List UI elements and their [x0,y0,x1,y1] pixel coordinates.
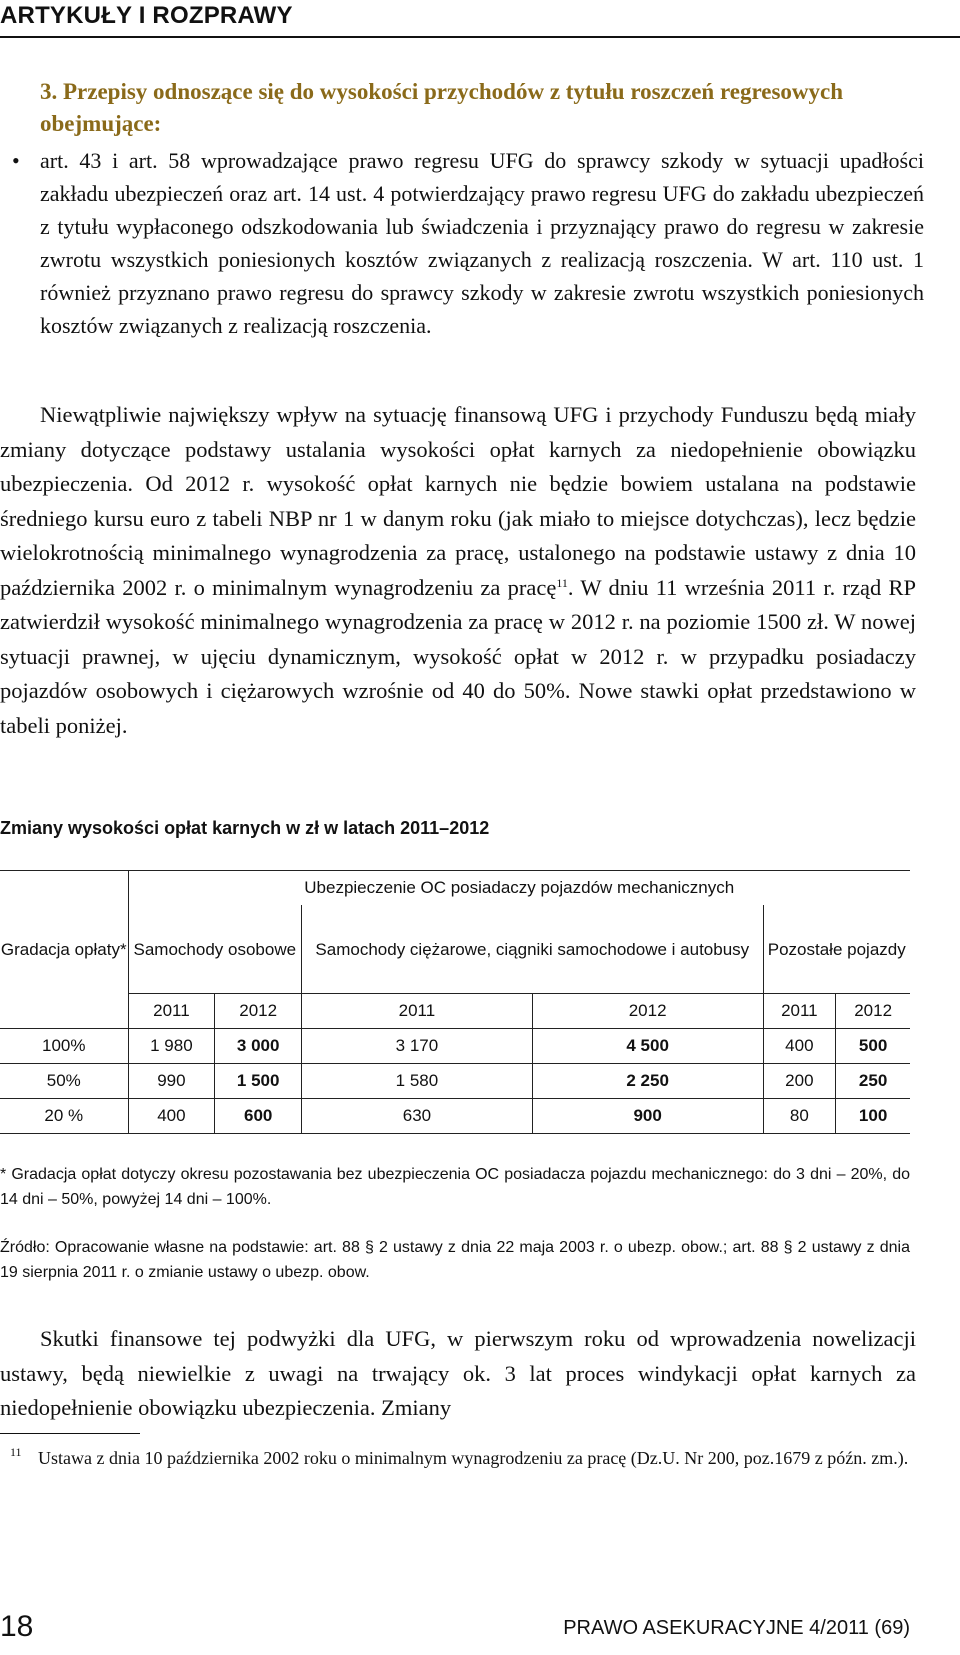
footnote-text: Ustawa z dnia 10 października 2002 roku o minimalnym wynagrodzeniu za pracę (Dz.U. Nr 200, poz.1679 z późn. zm.). [38,1448,909,1468]
footnote [0,1445,916,1472]
table-cell: 80 [763,1099,836,1134]
journal-footer: PRAWO ASEKURACYJNE 4/2011 (69) [563,1617,910,1639]
bullet-text: art. 43 i art. 58 wprowadzające prawo regresu UFG do sprawcy szkody w sytuacji upadłości zakładu ubezpieczeń oraz art. 14 ust. 4 potwierdzający prawo regresu UFG do zakładu ubezpieczeń z tytułu wypłaconego odszkodowania lub świadczenia i przyznający prawo do regresu w zakresie zwrotu wszystkich poniesionych kosztów związanych z realizacją roszczenia. W art. 110 ust. 1 również przyznano prawo regresu do sprawcy szkody w zakresie zwrotu wszystkich poniesionych kosztów związanych z realizacją roszczenia. [40,148,924,338]
footnote-number: 11 [10,1445,22,1459]
year-header-cell: 2011 [302,994,533,1029]
year-header-cell: 2012 [836,994,910,1029]
fines-table [0,870,910,1134]
year-header-cell: 2011 [128,994,215,1029]
table-cell: 1 580 [302,1064,533,1099]
paragraph-2: Skutki finansowe tej podwyżki dla UFG, w pierwszym roku od wprowadzenia nowelizacji ustawy, będą niewielkie z uwagi na trwający ok. 3 lat proces windykacji opłat karnych za niedopełnienie obowiązku ubezpieczenia. Zmiany [0,1326,916,1420]
year-header-cell: 2012 [532,994,763,1029]
table-cell: 200 [763,1064,836,1099]
table-note-gradation: * Gradacja opłat dotyczy okresu pozostawania bez ubezpieczenia OC posiadacza pojazdu mechanicznego: do 3 dni – 20%, do 14 dni – 50%, powyżej 14 dni – 100%. [0,1166,910,1208]
grade-cell: 20 % [0,1099,128,1134]
table-header-row-2 [0,905,910,994]
table-title: Zmiany wysokości opłat karnych w zł w latach 2011–2012 [0,818,490,838]
category-header-cell: Pozostałe pojazdy [763,905,910,994]
category-header-cell: Samochody ciężarowe, ciągniki samochodowe i autobusy [302,905,763,994]
table-cell: 500 [836,1029,910,1064]
table-header-row-1 [0,871,910,906]
table-cell: 900 [532,1099,763,1134]
table-cell: 3 170 [302,1029,533,1064]
paragraph-1 [0,398,916,743]
table-cell: 990 [128,1064,215,1099]
paragraph-1-text-a: Niewątpliwie największy wpływ na sytuację finansową UFG i przychody Funduszu będą miały zmiany dotyczące podstawy ustalania wysokości opłat karnych za niedopełnienie obowiązku ubezpieczenia. Od 2012 r. wysokość opłat karnych nie będzie bowiem ustalana na podstawie średniego kursu euro z tabeli NBP nr 1 w danym roku (jak miało to miejsce dotychczas), lecz będzie wielokrotnością minimalnego wynagrodzenia za pracę, ustalonego na podstawie ustawy z dnia 10 października 2002 r. o minimalnym wynagrodzeniu za pracę [0,402,916,600]
header-rule [0,36,960,38]
table-cell: 250 [836,1064,910,1099]
table-cell: 600 [215,1099,302,1134]
table-note-source: Źródło: Opracowanie własne na podstawie: art. 88 § 2 ustawy z dnia 22 maja 2003 r. o ubezp. obow.; art. 88 § 2 ustawy z dnia 19 sierpnia 2011 r. o zmianie ustawy o ubezp. obow. [0,1239,910,1281]
table-cell: 2 250 [532,1064,763,1099]
paragraph-1-text-b: . W dniu 11 września 2011 r. rząd RP zatwierdził wysokość minimalnego wynagrodzenia za pracę w 2012 r. na poziomie 1500 zł. W nowej sytuacji prawnej, w ujęciu dynamicznym, wysokość opłat w 2012 r. w przypadku posiadaczy pojazdów osobowych i ciężarowych wzrośnie od 40 do 50%. Nowe stawki opłat przedstawiono w tabeli poniżej. [0,574,917,738]
table-cell: 630 [302,1099,533,1134]
footnote-reference[interactable]: 11 [556,575,568,590]
footnote-rule [0,1433,140,1434]
bullet-item [12,144,924,342]
page-number: 18 [0,1610,34,1643]
grade-cell: 100% [0,1029,128,1064]
category-header-cell: Samochody osobowe [128,905,302,994]
table-cell: 400 [763,1029,836,1064]
table-row [0,1029,910,1064]
row-header-cell: Gradacja opłaty* [0,871,128,1029]
fines-table-wrapper [0,870,910,1134]
year-header-cell: 2012 [215,994,302,1029]
table-cell: 100 [836,1099,910,1134]
section-heading: 3. Przepisy odnoszące się do wysokości przychodów z tytułu roszczeń regresowych obejmujące: [40,79,844,136]
table-cell: 400 [128,1099,215,1134]
table-years-row [0,994,910,1029]
table-cell: 1 500 [215,1064,302,1099]
table-row [0,1099,910,1134]
table-cell: 4 500 [532,1029,763,1064]
table-cell: 1 980 [128,1029,215,1064]
table-cell: 3 000 [215,1029,302,1064]
table-row [0,1064,910,1099]
running-head: ARTYKUŁY I ROZPRAWY [0,2,293,29]
year-header-cell: 2011 [763,994,836,1029]
bullet-marker: • [12,148,20,173]
grade-cell: 50% [0,1064,128,1099]
group-header-cell: Ubezpieczenie OC posiadaczy pojazdów mechanicznych [128,871,910,906]
